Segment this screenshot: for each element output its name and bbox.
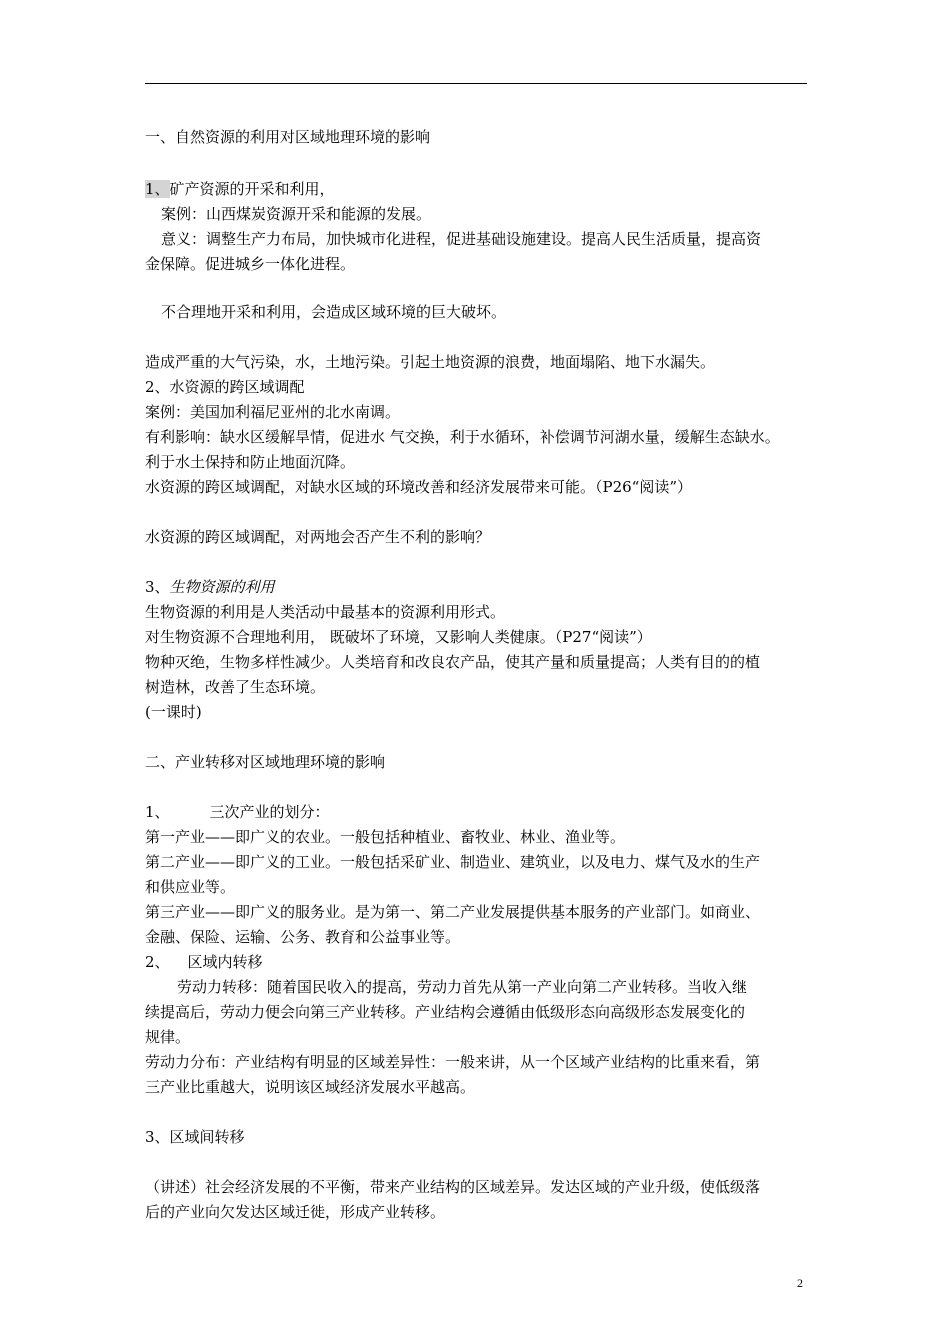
secondary-line1: 第二产业——即广义的工业。一般包括采矿业、制造业、建筑业，以及电力、煤气及水的生产 xyxy=(145,853,761,871)
s2-item1-title: 三次产业的划分： xyxy=(209,803,330,821)
lecture-line1: （讲述）社会经济发展的不平衡，带来产业结构的区域差异。发达区域的产业升级，使低级落 xyxy=(145,1178,761,1196)
meaning-line1: 意义：调整生产力布局，加快城市化进程，促进基础设施建设。提高人民生活质量，提高资 xyxy=(161,230,762,248)
secondary-line2: 和供应业等。 xyxy=(145,878,236,896)
lesson-note: (一课时) xyxy=(145,703,202,721)
s2-item2-title: 区域内转移 xyxy=(187,953,263,971)
item3-title: 生物资源的利用 xyxy=(169,578,275,596)
case2-text: 案例：美国加利福尼亚州的北水南调。 xyxy=(145,403,401,421)
item3-number: 3、 xyxy=(145,578,170,596)
pollution-text: 造成严重的大气污染，水，土地污染。引起土地资源的浪费，地面塌陷、地下水漏失。 xyxy=(145,353,716,371)
section1-item2: 2、水资源的跨区域调配 xyxy=(145,378,305,396)
s2-item2-number: 2、 xyxy=(145,953,170,971)
labor-dist-line2: 三产业比重越大，说明该区域经济发展水平越高。 xyxy=(145,1078,476,1096)
header-rule xyxy=(145,83,807,84)
question-text: 水资源的跨区域调配，对两地会否产生不利的影响？ xyxy=(145,528,491,546)
meaning-line2: 金保障。促进城乡一体化进程。 xyxy=(145,255,356,273)
unreasonable-text: 不合理地开采和利用，会造成区域环境的巨大破坏。 xyxy=(161,303,507,321)
section1-item3 xyxy=(145,578,815,596)
labor-transfer-line3: 规律。 xyxy=(145,1028,191,1046)
page-number: 2 xyxy=(797,1276,803,1290)
tertiary-line2: 金融、保险、运输、公务、教育和公益事业等。 xyxy=(145,928,461,946)
labor-dist-line1: 劳动力分布：产业结构有明显的区域差异性：一般来讲，从一个区域产业结构的比重来看，第 xyxy=(145,1053,761,1071)
labor-transfer-line1: 劳动力转移：随着国民收入的提高，劳动力首先从第一产业向第二产业转移。当收入继 xyxy=(177,978,748,996)
bio-misuse-text: 对生物资源不合理地利用， 既破坏了环境，又影响人类健康。（P27“阅读”） xyxy=(145,628,652,646)
benefit-line1: 有利影响：缺水区缓解旱情，促进水 气交换，利于水循环，补偿调节河湖水量，缓解生态缺水。 xyxy=(145,428,780,446)
primary-industry: 第一产业——即广义的农业。一般包括种植业、畜牧业、林业、渔业等。 xyxy=(145,828,626,846)
section2-item3: 3、区域间转移 xyxy=(145,1128,245,1146)
item1-number: 1、 xyxy=(145,180,170,198)
water-transfer-text: 水资源的跨区域调配，对缺水区域的环境改善和经济发展带来可能。（P26“阅读”） xyxy=(145,478,693,496)
section2-heading: 二、产业转移对区域地理环境的影响 xyxy=(145,753,386,771)
section2-item1 xyxy=(145,803,815,821)
section2-item2 xyxy=(145,953,815,971)
item1-title: 矿产资源的开采和利用， xyxy=(169,180,335,198)
labor-transfer-line2: 续提高后，劳动力便会向第三产业转移。产业结构会遵循由低级形态向高级形态发展变化的 xyxy=(145,1003,746,1021)
bio-effect-line1: 物种灭绝，生物多样性减少。人类培育和改良农产品，使其产量和质量提高；人类有目的的植 xyxy=(145,653,761,671)
case1-text: 案例：山西煤炭资源开采和能源的发展。 xyxy=(161,205,432,223)
lecture-line2: 后的产业向欠发达区域迁徙，形成产业转移。 xyxy=(145,1203,446,1221)
s2-item1-number: 1、 xyxy=(145,803,170,821)
section1-item1 xyxy=(145,180,815,198)
tertiary-line1: 第三产业——即广义的服务业。是为第一、第二产业发展提供基本服务的产业部门。如商业、 xyxy=(145,903,761,921)
section1-heading: 一、自然资源的利用对区域地理环境的影响 xyxy=(145,128,431,146)
bio-basic-text: 生物资源的利用是人类活动中最基本的资源利用形式。 xyxy=(145,603,506,621)
bio-effect-line2: 树造林，改善了生态环境。 xyxy=(145,678,326,696)
benefit-line2: 利于水土保持和防止地面沉降。 xyxy=(145,453,356,471)
